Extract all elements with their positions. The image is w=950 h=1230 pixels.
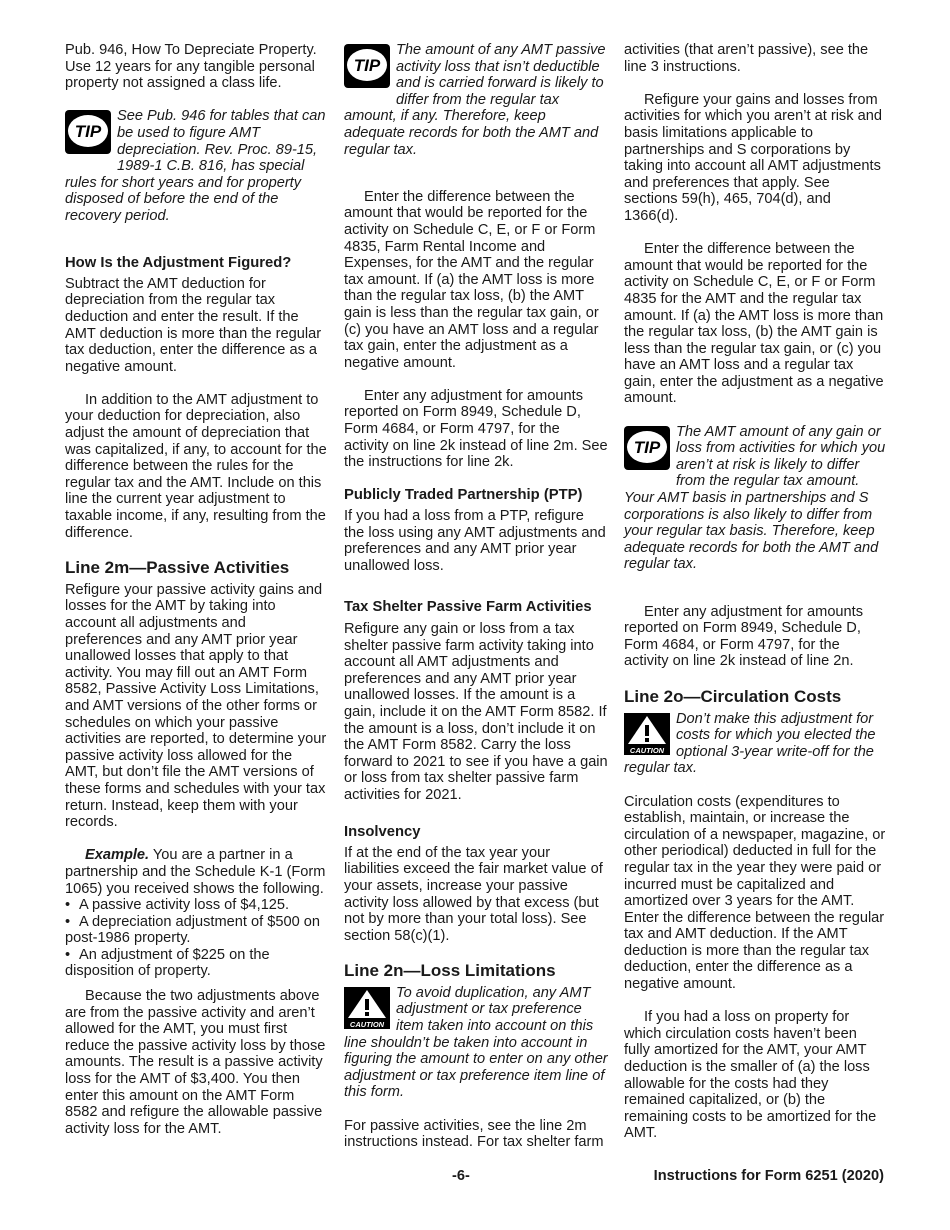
svg-text:TIP: TIP <box>74 122 102 142</box>
column-3 <box>624 42 886 1159</box>
line-2o-heading: Line 2o—Circulation Costs <box>624 686 842 706</box>
caution-note-1 <box>344 985 608 1101</box>
tax-shelter-heading: Tax Shelter Passive Farm Activities <box>344 599 592 615</box>
line-2n-heading: Line 2n—Loss Limitations <box>344 960 556 980</box>
intro-paragraph: Pub. 946, How To Depreciate Property. Use 12 years for any tangible personal property not assigned a class life. <box>65 42 317 92</box>
insolvency-paragraph: If at the end of the tax year your liabilities exceed the fair market value of your assets, increase your passive activity loss allowed by that excess (but not by more than your total loss). See section 58(c)(1). <box>344 844 603 944</box>
tip-note-2 <box>344 42 608 158</box>
line-2m-paragraph-1: Refigure your passive activity gains and losses for the AMT by taking into account all adjustments and preferences and any AMT prior year unallowed losses that apply to that activity. You may fill out an AMT Form 8582, Passive Activity Loss Limitations, and AMT versions of the other forms or schedules on which your passive activities are reported, to determine your passive activity loss allowed for the AMT, but don’t file the AMT versions of these forms and schedules with your tax return. Instead, keep them with your records. <box>65 581 327 831</box>
tip-text-2: The amount of any AMT passive activity loss that isn’t deductible and is carried forward is likely to differ from the regular tax amount, if any. Therefore, keep adequate records for both the AMT and regular tax. <box>344 42 606 158</box>
list-item: • An adjustment of $225 on the disposition of property. <box>65 946 270 980</box>
tip-text-1: See Pub. 946 for tables that can be used to figure AMT depreciation. Rev. Proc. 89-15, 1989-1 C.B. 816, has special rules for short years and for property disposed of before the end of the recovery period. <box>65 108 326 224</box>
caution-icon <box>344 987 390 1034</box>
caution-text-2: Don’t make this adjustment for costs for which you elected the optional 3-year write-off for the regular tax. <box>624 710 876 777</box>
tip-icon <box>65 110 111 159</box>
svg-text:CAUTION: CAUTION <box>629 745 665 755</box>
page-number: -6- <box>452 1168 470 1184</box>
svg-text:TIP: TIP <box>633 437 661 457</box>
caution-note-2 <box>624 711 886 777</box>
ptp-heading: Publicly Traded Partnership (PTP) <box>344 487 583 504</box>
tax-shelter-paragraph: Refigure any gain or loss from a tax shelter passive farm activity taking into account all AMT adjustments and preferences and any AMT prior year unallowed losses. If the amount is a gain, include it on the AMT Form 8582. If the amount is a loss, don’t include it on the AMT Form 8582. Carry the loss forward to 2021 to see if you have a gain or loss from tax shelter passive farm activities for 2021. <box>344 621 608 803</box>
col3-paragraph-3: Enter any adjustment for amounts reported on Form 8949, Schedule D, Form 4684, or Form 4797, for the activity on line 2k instead of line 2n. <box>624 603 864 670</box>
tip-note-1 <box>65 108 327 224</box>
footer-title: Instructions for Form 6251 (2020) <box>653 1168 884 1184</box>
ptp-paragraph: If you had a loss from a PTP, refigure the loss using any AMT adjustments and preferences and any AMT prior year unallowed loss. <box>344 508 606 574</box>
tip-icon <box>344 44 390 93</box>
caution-text-1: To avoid duplication, any AMT adjustment or tax preference item taken into account on this line shouldn’t be taken into account in figuring the amount to enter on any other adjustment or tax preference item line of this form. <box>344 984 608 1101</box>
svg-text:CAUTION: CAUTION <box>349 1019 385 1029</box>
col2-paragraph-1: Enter the difference between the amount that would be reported for the activity on Schedule C, E, or F or Form 4835, Farm Rental Income and Expenses, for the AMT and the regular tax amount. If (a) the AMT loss is more than the regular tax loss, (b) the AMT gain is less than the regular tax gain, or (c) you have an AMT loss and a regular tax gain, enter the adjustment as a negative amount. <box>344 188 599 371</box>
adjustment-paragraph-2: In addition to the AMT adjustment to your deduction for depreciation, also adjust the amount of depreciation that was capitalized, if any, to account for the difference between the rules for the regular tax and the AMT. Include on this line the current year adjustment to taxable income, if any, resulting from the difference. <box>65 391 327 541</box>
tip-text-3: The AMT amount of any gain or loss from activities for which you aren’t at risk is likely to differ from the regular tax amount. Your AMT basis in partnerships and S corporations is also likely to differ from your regular tax basis. Therefore, keep adequate records for both the AMT and regular tax. <box>624 423 886 573</box>
insolvency-heading: Insolvency <box>344 824 421 841</box>
tip-note-3 <box>624 424 886 573</box>
col3-paragraph-1: Refigure your gains and losses from activities for which you aren’t at risk and basis limitations applicable to partnerships and S corporations by taking into account all AMT adjustments and preferences that apply. See sections 59(h), 465, 704(d), and 1366(d). <box>624 91 882 224</box>
col3-paragraph-2: Enter the difference between the amount that would be reported for the activity on Schedule C, E, or F or Form 4835 for the AMT and the regular tax amount. If (a) the AMT loss is more than the regular tax loss, (b) the AMT gain is less than the regular tax gain, or (c) you have an AMT loss and a regular tax gain, enter the adjustment as a negative amount. <box>624 241 884 407</box>
caution-icon <box>624 713 670 760</box>
col3-paragraph-4: Circulation costs (expenditures to establish, maintain, or increase the circulation of a newspaper, magazine, or other periodical) deducted in full for the regular tax in the year they were paid or incurred must be capitalized and amortized over 3 years for the AMT. Enter the difference between the regular tax and AMT deduction. If the AMT deduction is more than the regular tax deduction, enter the difference as a negative amount. <box>624 793 886 993</box>
col3-paragraph-0: activities (that aren’t passive), see the line 3 instructions. <box>624 42 869 75</box>
column-1 <box>65 42 327 1154</box>
line-2m-heading: Line 2m—Passive Activities <box>65 557 290 577</box>
example-text: You are a partner in a partnership and the Schedule K-1 (Form 1065) you received shows the following. <box>65 847 326 897</box>
list-item: • A depreciation adjustment of $500 on post-1986 property. <box>65 913 320 947</box>
list-item: • A passive activity loss of $4,125. <box>65 897 290 914</box>
column-2 <box>344 42 608 1167</box>
tip-icon <box>624 426 670 475</box>
col2-paragraph-2: Enter any adjustment for amounts reported on Form 8949, Schedule D, Form 4684, or Form 4797, for the activity on line 2k instead of line 2m. See the instructions for line 2k. <box>344 387 608 471</box>
col3-paragraph-5: If you had a loss on property for which circulation costs haven’t been fully amortized for the AMT, your AMT deduction is the smaller of (a) the loss allowable for the costs had they remained capitalized, or (b) the remaining costs to be amortized for the AMT. <box>624 1009 877 1142</box>
svg-text:TIP: TIP <box>353 56 381 75</box>
example-label: Example. <box>85 847 150 864</box>
adjustment-paragraph-1: Subtract the AMT deduction for depreciation from the regular tax deduction and enter the result. If the AMT deduction is more than the regular tax deduction, enter the difference as a negative amount. <box>65 275 322 375</box>
line-2m-paragraph-2: Because the two adjustments above are from the passive activity and aren’t allowed for the AMT, you must first reduce the passive activity loss by those amounts. The result is a passive activity loss for the AMT of $3,400. You then enter this amount on the AMT Form 8582 and refigure the allowable passive activity loss for the AMT. <box>65 988 326 1137</box>
example-paragraph <box>65 847 327 897</box>
adjustment-heading: How Is the Adjustment Figured? <box>65 255 292 272</box>
col2-paragraph-3: For passive activities, see the line 2m instructions instead. For tax shelter farm <box>344 1117 604 1151</box>
